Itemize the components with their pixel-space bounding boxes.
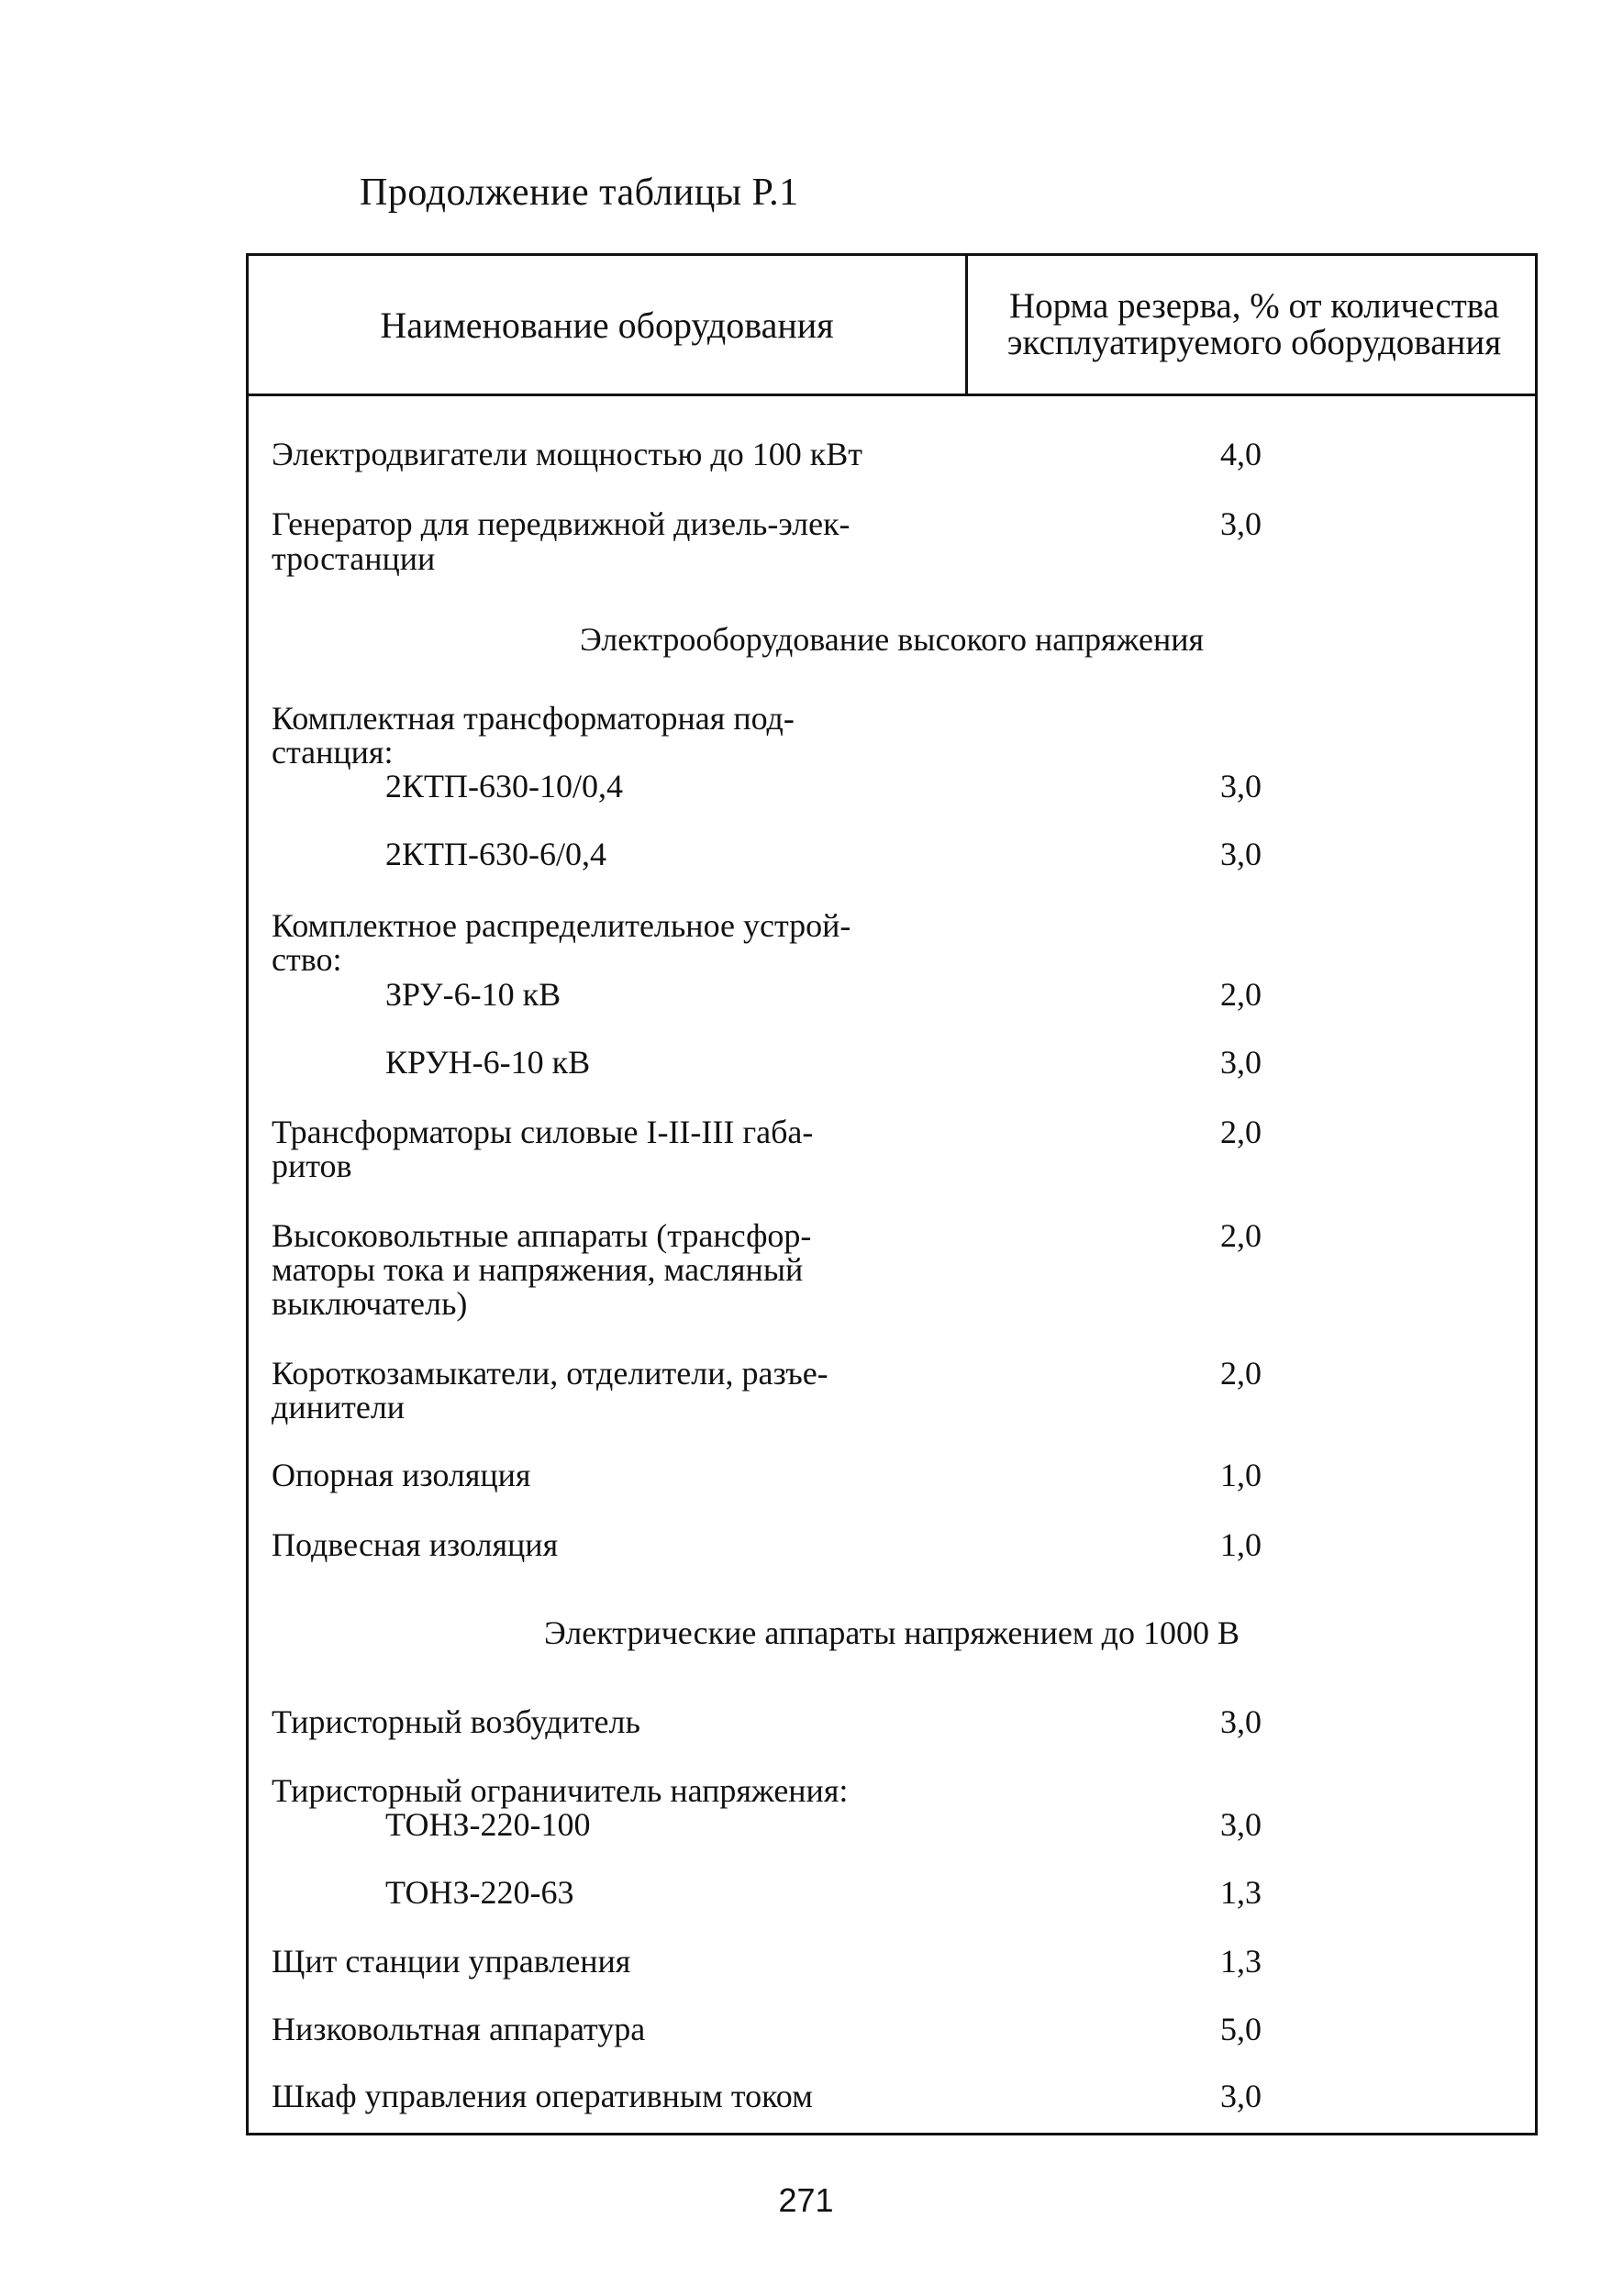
page-number: 271 — [778, 2181, 834, 2219]
row-value: 4,0 — [1220, 436, 1262, 472]
row-value: 3,0 — [1220, 768, 1262, 804]
row-text: ТОНЗ-220-100 — [385, 1806, 591, 1843]
row-text-line2: ство: — [272, 941, 342, 978]
row-text: 2КТП-630-10/0,4 — [385, 768, 623, 804]
row-value: 1,3 — [1220, 1874, 1262, 1911]
section-heading: Электрические аппараты напряжением до 1000 В — [544, 1614, 1240, 1651]
row-text-line3: выключатель) — [272, 1285, 468, 1322]
row-text: Подвесная изоляция — [272, 1526, 559, 1563]
row-value: 3,0 — [1220, 2078, 1262, 2114]
row-value: 1,0 — [1220, 1457, 1262, 1493]
row-text: 2КТП-630-6/0,4 — [385, 836, 606, 872]
row-text-line2: маторы тока и напряжения, масляный — [272, 1251, 804, 1288]
row-text: Генератор для передвижной дизель-элек- — [272, 505, 850, 542]
row-text: Тиристорный возбудитель — [272, 1703, 640, 1740]
row-text: Комплектная трансформаторная под- — [272, 700, 795, 737]
row-value: 2,0 — [1220, 1114, 1262, 1150]
row-text-line2: станция: — [272, 734, 394, 771]
row-value: 3,0 — [1220, 1806, 1262, 1843]
row-text: Шкаф управления оперативным током — [272, 2078, 813, 2114]
row-value: 3,0 — [1220, 1044, 1262, 1081]
row-value: 1,0 — [1220, 1526, 1262, 1563]
row-text: Низковольтная аппаратура — [272, 2011, 646, 2047]
header-reserve-norm: Норма резерва, % от количества эксплуатируемого оборудования — [1006, 286, 1502, 362]
row-text-line2: тростанции — [272, 540, 436, 577]
row-text: Комплектное распределительное устрой- — [272, 907, 851, 944]
row-text: Короткозамыкатели, отделители, разъе- — [272, 1355, 828, 1392]
row-value: 2,0 — [1220, 976, 1262, 1013]
row-value: 3,0 — [1220, 505, 1262, 542]
row-text: Тиристорный ограничитель напряжения: — [272, 1772, 849, 1809]
section-heading: Электрооборудование высокого напряжения — [579, 621, 1205, 658]
row-text-line2: динители — [272, 1389, 406, 1425]
row-value: 2,0 — [1220, 1355, 1262, 1392]
row-text: Высоковольтные аппараты (трансфор- — [272, 1217, 812, 1254]
row-text: ТОНЗ-220-63 — [385, 1874, 574, 1911]
row-text: КРУН-6-10 кВ — [385, 1044, 591, 1081]
row-value: 5,0 — [1220, 2011, 1262, 2047]
row-value: 3,0 — [1220, 1703, 1262, 1740]
row-text: Щит станции управления — [272, 1943, 631, 1980]
row-value: 2,0 — [1220, 1217, 1262, 1254]
table-header — [249, 256, 1535, 396]
row-value: 1,3 — [1220, 1943, 1262, 1980]
header-equipment-name: Наименование оборудования — [380, 304, 834, 346]
row-text: ЗРУ-6-10 кВ — [385, 976, 561, 1013]
row-text: Опорная изоляция — [272, 1457, 531, 1493]
table-caption: Продолжение таблицы Р.1 — [360, 172, 799, 214]
row-text: Электродвигатели мощностью до 100 кВт — [272, 436, 862, 472]
row-text-line2: ритов — [272, 1148, 352, 1184]
row-value: 3,0 — [1220, 836, 1262, 872]
row-text: Трансформаторы силовые I-II-III габа- — [272, 1114, 814, 1150]
